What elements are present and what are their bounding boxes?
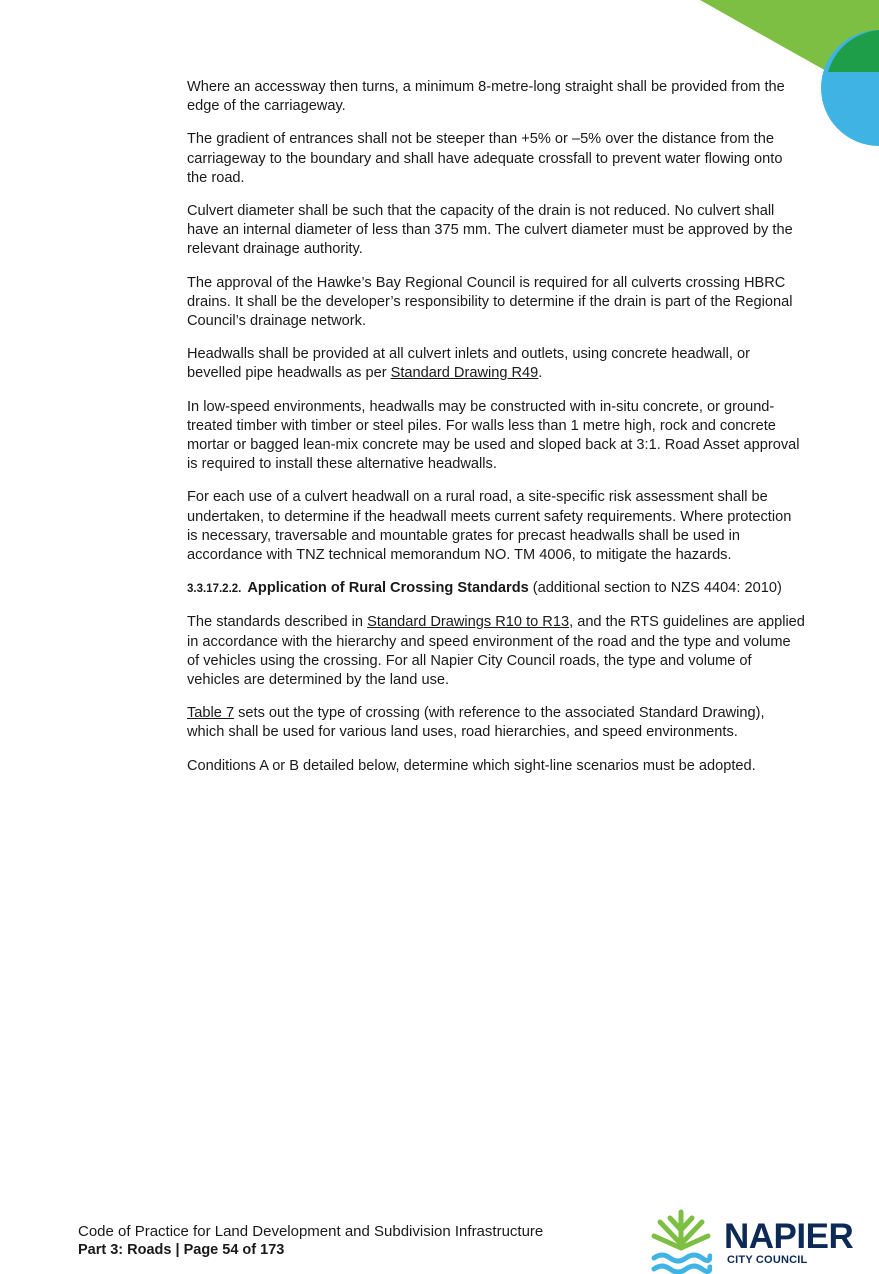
paragraph: Conditions A or B detailed below, determine which sight-line scenarios must be adopted.	[187, 757, 756, 774]
footer-document-title: Code of Practice for Land Development and Subdivision Infrastructure	[78, 1223, 544, 1240]
paragraph: The standards described in Standard Drawings R10 to R13, and the RTS guidelines are applied in accordance with the hierarchy and speed environment of the road and the type and volume of vehicles using the crossing. For all Napier City Council roads, the type and volume of vehicles are determined by the land use.	[187, 614, 805, 689]
section-number: 3.3.17.2.2.	[187, 583, 242, 596]
paragraph: Table 7 sets out the type of crossing (with reference to the associated Standard Drawing), which shall be used for various land uses, road hierarchies, and speed environments.	[187, 705, 765, 741]
paragraph: For each use of a culvert headwall on a rural road, a site-specific risk assessment shall be undertaken, to determine if the headwall meets current safety requirements. Where protection is necessary, traversable and mountable grates for precast headwalls shall be used in accordance with TNZ technical memorandum NO. TM 4006, to mitigate the hazards.	[187, 489, 792, 564]
paragraph: The approval of the Hawke’s Bay Regional Council is required for all culverts crossing HBRC drains. It shall be the developer’s responsibility to determine if the drain is part of the Regional Council’s drainage network.	[187, 274, 793, 330]
logo-name: NAPIER	[724, 1217, 854, 1256]
logo-mark-icon	[650, 1208, 712, 1274]
paragraph: In low-speed environments, headwalls may be constructed with in-situ concrete, or ground-treated timber with timber or steel piles. For walls less than 1 metre high, rock and concrete mortar or bagged lean-mix concrete may be used and sloped back at 3:1. Road Asset approval is required to install these alternative headwalls.	[187, 398, 800, 473]
paragraph: Culvert diameter shall be such that the capacity of the drain is not reduced. No culvert shall have an internal diameter of less than 375 mm. The culvert diameter must be approved by the relevant drainage authority.	[187, 203, 793, 258]
link-standard-drawings-r10-r13[interactable]: Standard Drawings R10 to R13	[367, 614, 570, 631]
footer-page-number: Part 3: Roads | Page 54 of 173	[78, 1242, 285, 1258]
page-footer	[78, 1223, 543, 1259]
paragraph: Where an accessway then turns, a minimum 8-metre-long straight shall be provided from the edge of the carriageway.	[187, 79, 785, 115]
link-table-7[interactable]: Table 7	[187, 705, 235, 722]
section-heading	[187, 579, 805, 599]
section-title: Application of Rural Crossing Standards	[247, 580, 529, 597]
link-standard-drawing-r49[interactable]: Standard Drawing R49	[390, 365, 539, 382]
paragraph: Headwalls shall be provided at all culvert inlets and outlets, using concrete headwall, or bevelled pipe headwalls as per Standard Drawing R49.	[187, 346, 750, 382]
section-note: (additional section to NZS 4404: 2010)	[528, 580, 782, 597]
paragraph: The gradient of entrances shall not be steeper than +5% or –5% over the distance from the carriageway to the boundary and shall have adequate crossfall to prevent water flowing onto the road.	[187, 131, 783, 186]
document-body	[187, 78, 805, 790]
logo-subtitle: CITY COUNCIL	[727, 1254, 808, 1266]
napier-logo	[650, 1208, 854, 1274]
